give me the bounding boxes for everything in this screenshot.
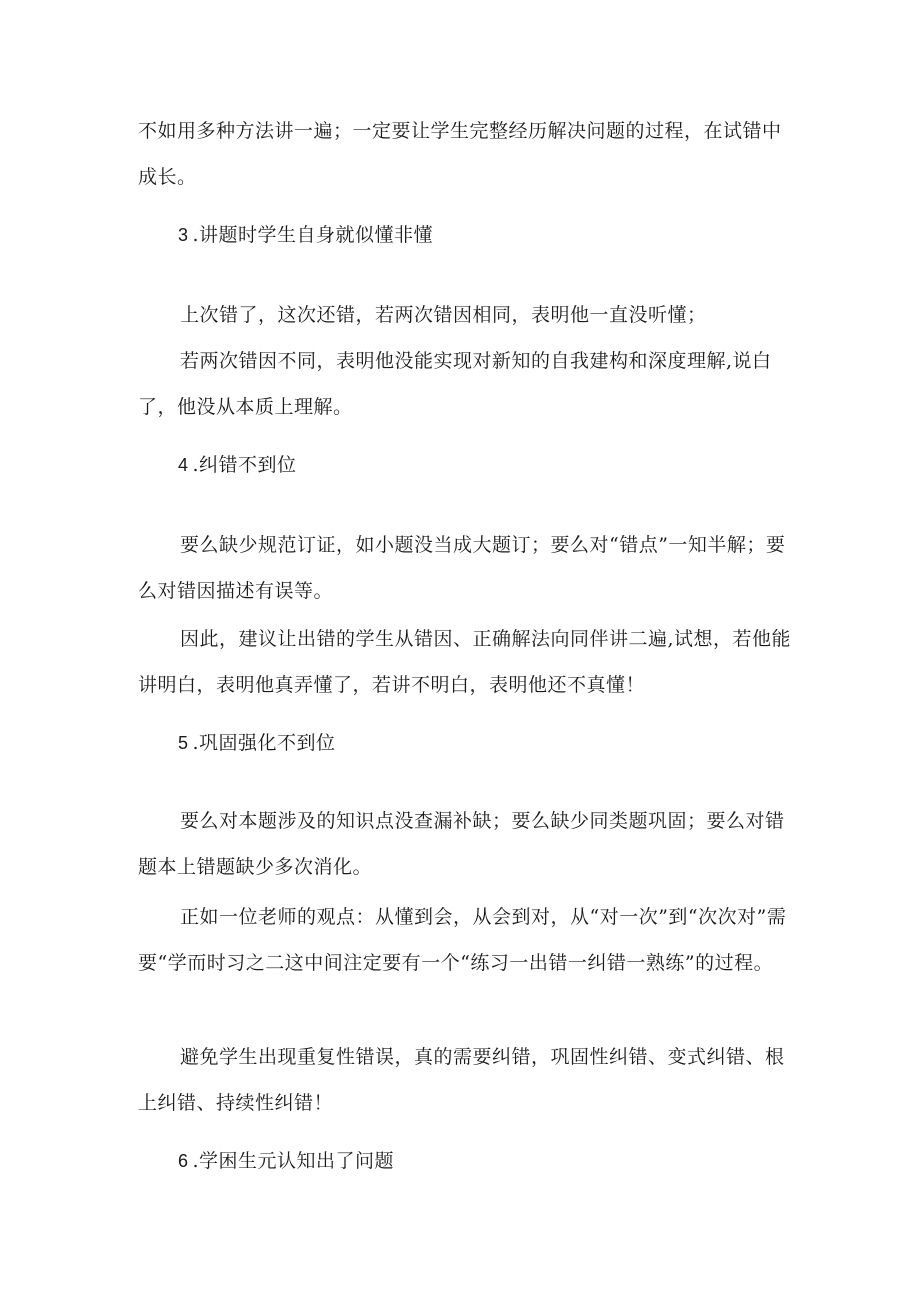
paragraph: 因此，建议让出错的学生从错因、正确解法向同伴讲二遍,试想，若他能讲明白，表明他真弄懂了，若讲不明白，表明他还不真懂！ (138, 628, 792, 696)
paragraph: 要么缺少规范订证，如小题没当成大题订；要么对“错点”一知半解；要么对错因描述有误等。 (138, 534, 786, 602)
section-heading-5 (178, 720, 778, 766)
paragraph: 避免学生出现重复性错误，真的需要纠错，巩固性纠错、变式纠错、根上纠错、持续性纠错！ (138, 1046, 785, 1114)
section-number: 5 (178, 733, 189, 753)
section-heading-3 (178, 212, 778, 258)
section-heading-6 (178, 1138, 778, 1184)
section-number: 4 (178, 455, 189, 475)
paragraph: 正如一位老师的观点：从懂到会，从会到对，从“对一次”到“次次对”需要“学而时习之二这中间注定要有一个“练习一出错一纠错一熟练”的过程。 (138, 906, 787, 974)
paragraph: 要么对本题涉及的知识点没查漏补缺；要么缺少同类题巩固；要么对错题本上错题缺少多次消化。 (138, 810, 785, 878)
section-title: .学困生元认知出了问题 (192, 1150, 395, 1172)
section-title: .巩固强化不到位 (192, 732, 336, 754)
paragraph: 上次错了，这次还错，若两次错因相同，表明他一直没听懂； (180, 304, 707, 326)
paragraph-continuation: 不如用多种方法讲一遍；一定要让学生完整经历解决问题的过程，在试错中成长。 (138, 120, 782, 188)
section-title: .讲题时学生自身就似懂非懂 (192, 224, 434, 246)
section-number: 6 (178, 1151, 189, 1171)
section-number: 3 (178, 225, 189, 245)
paragraph: 若两次错因不同，表明他没能实现对新知的自我建构和深度理解,说白了，他没从本质上理解。 (138, 350, 772, 418)
section-title: .纠错不到位 (192, 454, 297, 476)
section-heading-4 (178, 442, 778, 488)
